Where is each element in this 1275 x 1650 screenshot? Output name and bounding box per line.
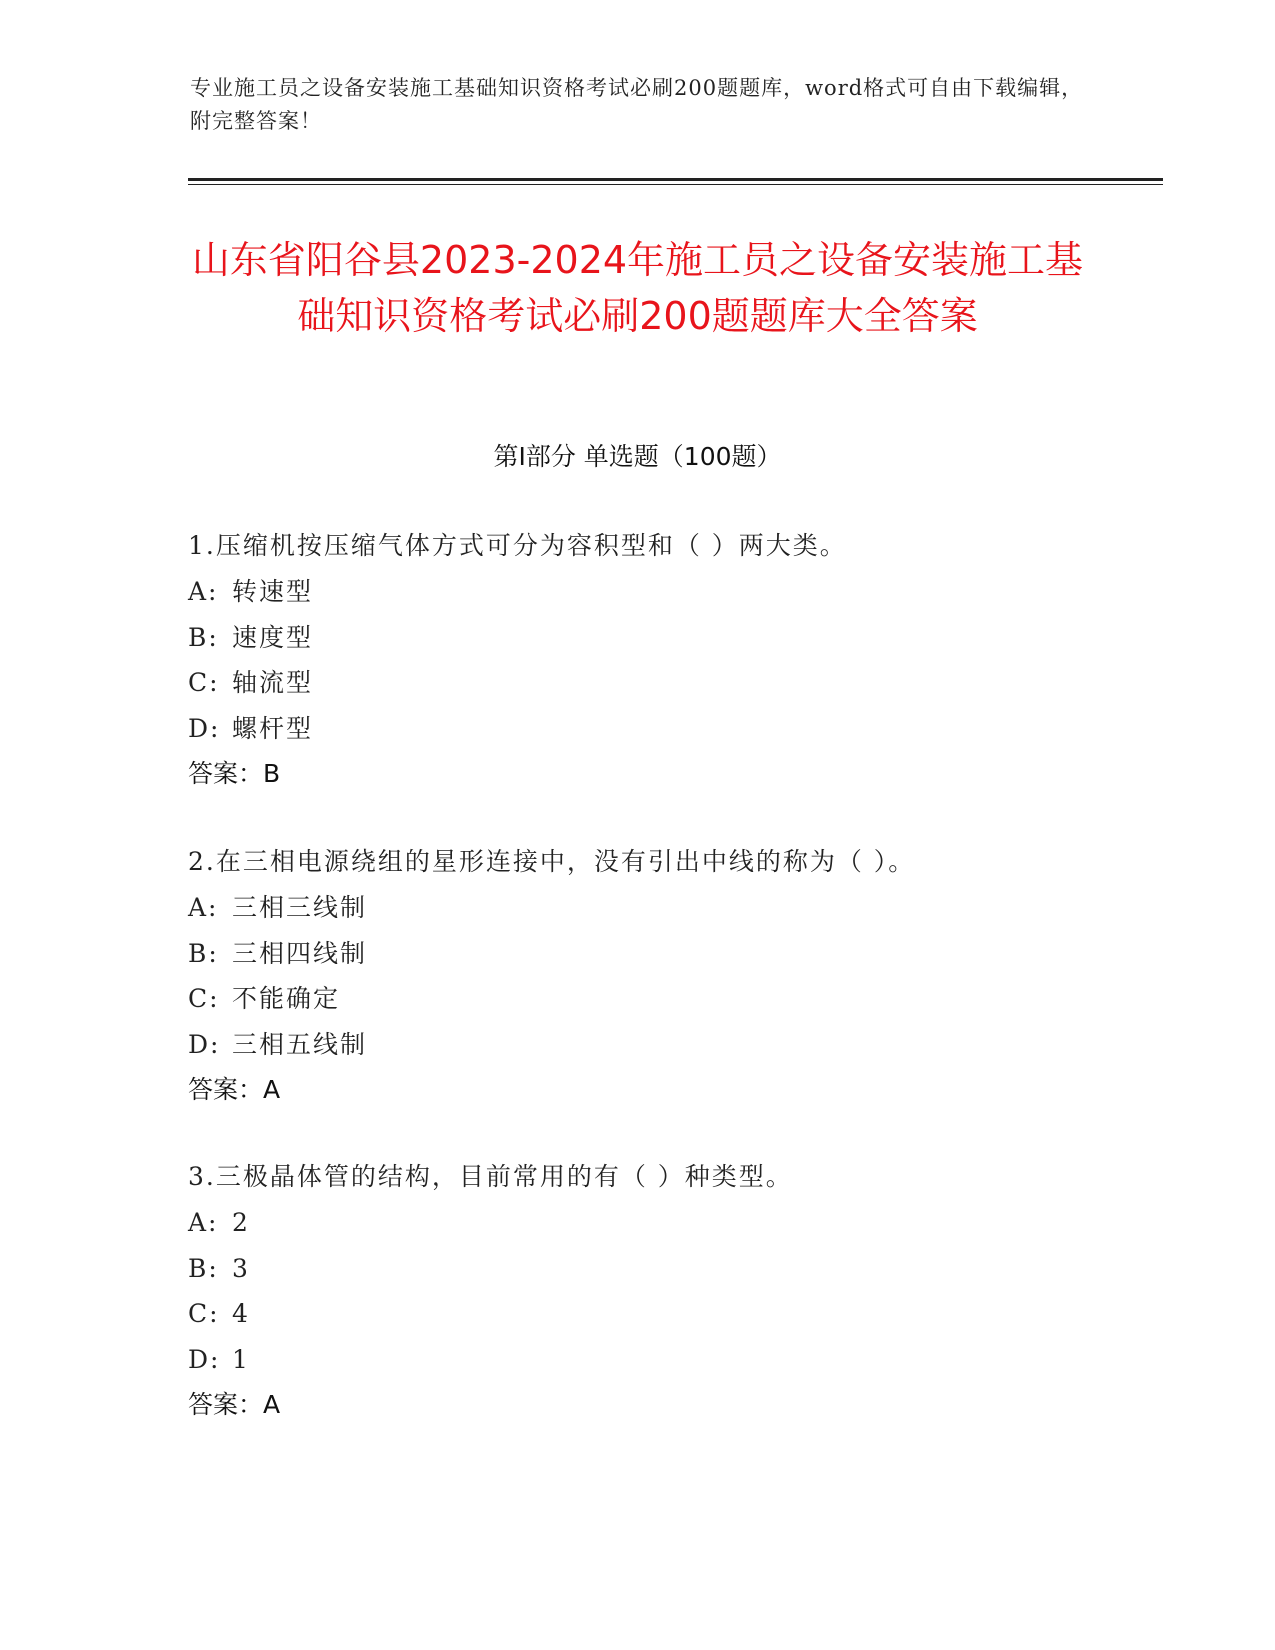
option-letter: C: [188, 1299, 220, 1328]
answer: 答案：A [188, 1075, 281, 1104]
option-letter: C: [188, 668, 220, 697]
option-text: 3 [232, 1253, 250, 1283]
question-text: 2.在三相电源绕组的星形连接中，没有引出中线的称为（ ）。 [188, 847, 916, 876]
option-d [188, 713, 1138, 759]
option-d [188, 1029, 1138, 1075]
option-d [188, 1344, 1138, 1390]
question-1 [188, 530, 1138, 804]
header-note: 专业施工员之设备安装施工基础知识资格考试必刷200题题库，word格式可自由下载编辑，附完整答案！ [190, 76, 1084, 133]
option-letter: B: [188, 622, 219, 652]
option-letter: D: [188, 1344, 221, 1374]
option-letter: B: [188, 938, 219, 968]
question-text: 1.压缩机按压缩气体方式可分为容积型和（ ）两大类。 [188, 531, 847, 560]
header-divider-thin [188, 184, 1163, 185]
question-text: 3.三极晶体管的结构，目前常用的有（ ）种类型。 [188, 1162, 793, 1191]
option-letter: A: [188, 893, 219, 922]
answer: 答案：A [188, 1390, 281, 1419]
option-text: 2 [232, 1208, 250, 1237]
option-text: 三相五线制 [232, 1029, 368, 1059]
question-3 [188, 1161, 1138, 1435]
option-a [188, 576, 1138, 622]
option-letter: D: [188, 1029, 221, 1059]
option-c [188, 1298, 1138, 1344]
question-2 [188, 846, 1138, 1120]
option-text: 三相四线制 [232, 938, 368, 968]
option-letter: A: [188, 577, 219, 606]
option-text: 速度型 [232, 622, 314, 652]
option-c [188, 667, 1138, 713]
option-a [188, 892, 1138, 938]
option-letter: D: [188, 713, 221, 743]
option-text: 4 [232, 1299, 250, 1328]
section-heading: 第Ⅰ部分 单选题（100题） [493, 442, 782, 471]
answer: 答案：B [188, 759, 281, 788]
option-c [188, 983, 1138, 1029]
document-title: 山东省阳谷县2023-2024年施工员之设备安装施工基础知识资格考试必刷200题题库大全答案 [191, 238, 1084, 338]
option-letter: C: [188, 984, 220, 1013]
option-text: 三相三线制 [232, 893, 368, 922]
option-text: 螺杆型 [232, 713, 314, 743]
option-b [188, 1253, 1138, 1299]
option-text: 1 [232, 1344, 250, 1374]
option-a [188, 1207, 1138, 1253]
option-letter: B: [188, 1253, 219, 1283]
option-b [188, 938, 1138, 984]
option-text: 不能确定 [232, 984, 341, 1013]
option-text: 转速型 [232, 577, 314, 606]
header-divider-thick [188, 178, 1163, 181]
option-letter: A: [188, 1208, 219, 1237]
option-b [188, 622, 1138, 668]
option-text: 轴流型 [232, 668, 314, 697]
